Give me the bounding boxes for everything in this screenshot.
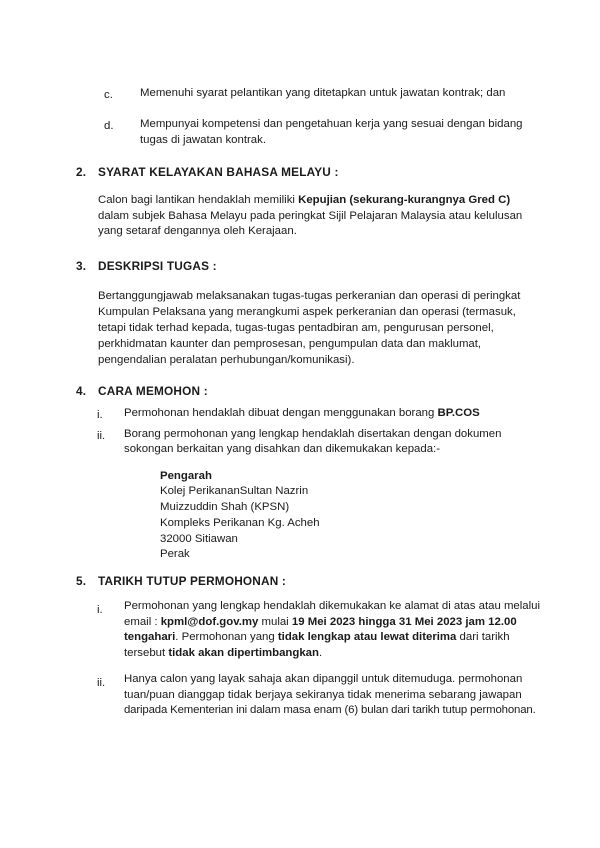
section-3-line2: Kumpulan Pelaksana yang merangkumi aspek perkeranian dan operasi (termasuk, [98,306,516,318]
section-4-i-bold: BP.COS [437,407,480,419]
section-5-ii-line2: tuan/puan dianggap tidak berjaya sekiranya tidak menerima sebarang jawapan [124,689,522,701]
section-3-line1: Bertanggungjawab melaksanakan tugas-tugas perkeranian dan operasi di peringkat [98,290,521,302]
section-5-i-l3-bold1: tengahari [124,631,176,643]
section-5-ii-line3: daripada Kementerian ini dalam masa enam (6) bulan dari tarikh tutup permohonan. [124,704,536,716]
section-5-ii-marker: ii. [97,677,106,689]
section-5-i-l3-bold2: tidak lengkap atau lewat diterima [277,631,457,643]
section-4-ii-line1: Borang permohonan yang lengkap hendaklah disertakan dengan dokumen [124,428,502,440]
section-5-i-l2-b: mulai [258,616,292,628]
section-5-i-line4 [124,646,322,661]
section-5-ii-line1: Hanya calon yang layak sahaja akan dipanggil untuk ditemuduga. permohonan [124,673,523,685]
item-c-text: Memenuhi syarat pelantikan yang ditetapkan untuk jawatan kontrak; dan [140,87,506,99]
address-line-6: Perak [160,548,190,560]
address-line-5: 32000 Sitiawan [160,533,238,545]
section-5-i-l4-a: tersebut [124,647,169,659]
section-5-i-line3 [124,630,510,645]
address-line-4: Kompleks Perikanan Kg. Acheh [160,517,320,529]
section-2-number: 2. [76,165,87,179]
address-line-3: Muizzuddin Shah (KPSN) [160,501,290,513]
section-3-line4: perkhidmatan kaunter dan pemprosesan, pengumpulan data dan maklumat, [98,338,482,350]
section-5-title: TARIKH TUTUP PERMOHONAN : [98,574,287,588]
section-4-i-text-a: Permohonan hendaklah dibuat dengan menggunakan borang [124,407,438,419]
section-2-line1 [98,193,510,208]
section-5-i-l4-bold: tidak akan dipertimbangkan [168,647,319,659]
section-4-title: CARA MEMOHON : [98,384,208,398]
item-d-line2: tugas di jawatan kontrak. [140,134,267,146]
section-4-ii-line2: sokongan berkaitan yang disahkan dan dikemukakan kepada:- [124,443,440,455]
section-3-number: 3. [76,259,87,273]
item-c-marker: c. [104,89,113,101]
section-4-i-text [124,406,480,421]
section-5-number: 5. [76,574,87,588]
section-3-line3: tetapi tidak terhad kepada, tugas-tugas pentadbiran am, pengurusan personel, [98,322,494,334]
section-5-i-l3-b: dari tarikh [456,631,510,643]
section-5-i-line1: Permohonan yang lengkap hendaklah dikemukakan ke alamat di atas atau melalui [124,600,541,612]
section-4-number: 4. [76,384,87,398]
section-4-ii-marker: ii. [97,430,106,442]
section-3-title: DESKRIPSI TUGAS : [98,259,217,273]
section-3-line5: pengendalian peralatan perhubungan/komunikasi). [98,354,355,366]
item-d-line1: Mempunyai kompetensi dan pengetahuan kerja yang sesuai dengan bidang [140,118,523,130]
section-2-line2: dalam subjek Bahasa Melayu pada peringkat Sijil Pelajaran Malaysia atau kelulusan [98,210,523,222]
address-line-2: Kolej PerikananSultan Nazrin [160,485,309,497]
section-2-line3: yang setaraf dengannya oleh Kerajaan. [98,225,297,237]
section-5-i-line2 [124,615,517,630]
section-5-i-l4-b: . [318,647,323,659]
section-5-i-l3-a: . Permohonan yang [175,631,278,643]
section-5-i-l2-a: email : [124,616,161,628]
address-line-1: Pengarah [160,470,212,482]
email-address: kpml@dof.gov.my [160,616,259,628]
item-d-marker: d. [104,120,114,132]
closing-date-range: 19 Mei 2023 hingga 31 Mei 2023 jam 12.00 [291,616,517,628]
section-2-bold: Kepujian (sekurang-kurangnya Gred C) [298,194,511,206]
section-5-i-marker: i. [97,604,103,616]
section-2-text-a: Calon bagi lantikan hendaklah memiliki [98,194,299,206]
section-2-title: SYARAT KELAYAKAN BAHASA MELAYU : [98,165,339,179]
section-4-i-marker: i. [97,409,103,421]
